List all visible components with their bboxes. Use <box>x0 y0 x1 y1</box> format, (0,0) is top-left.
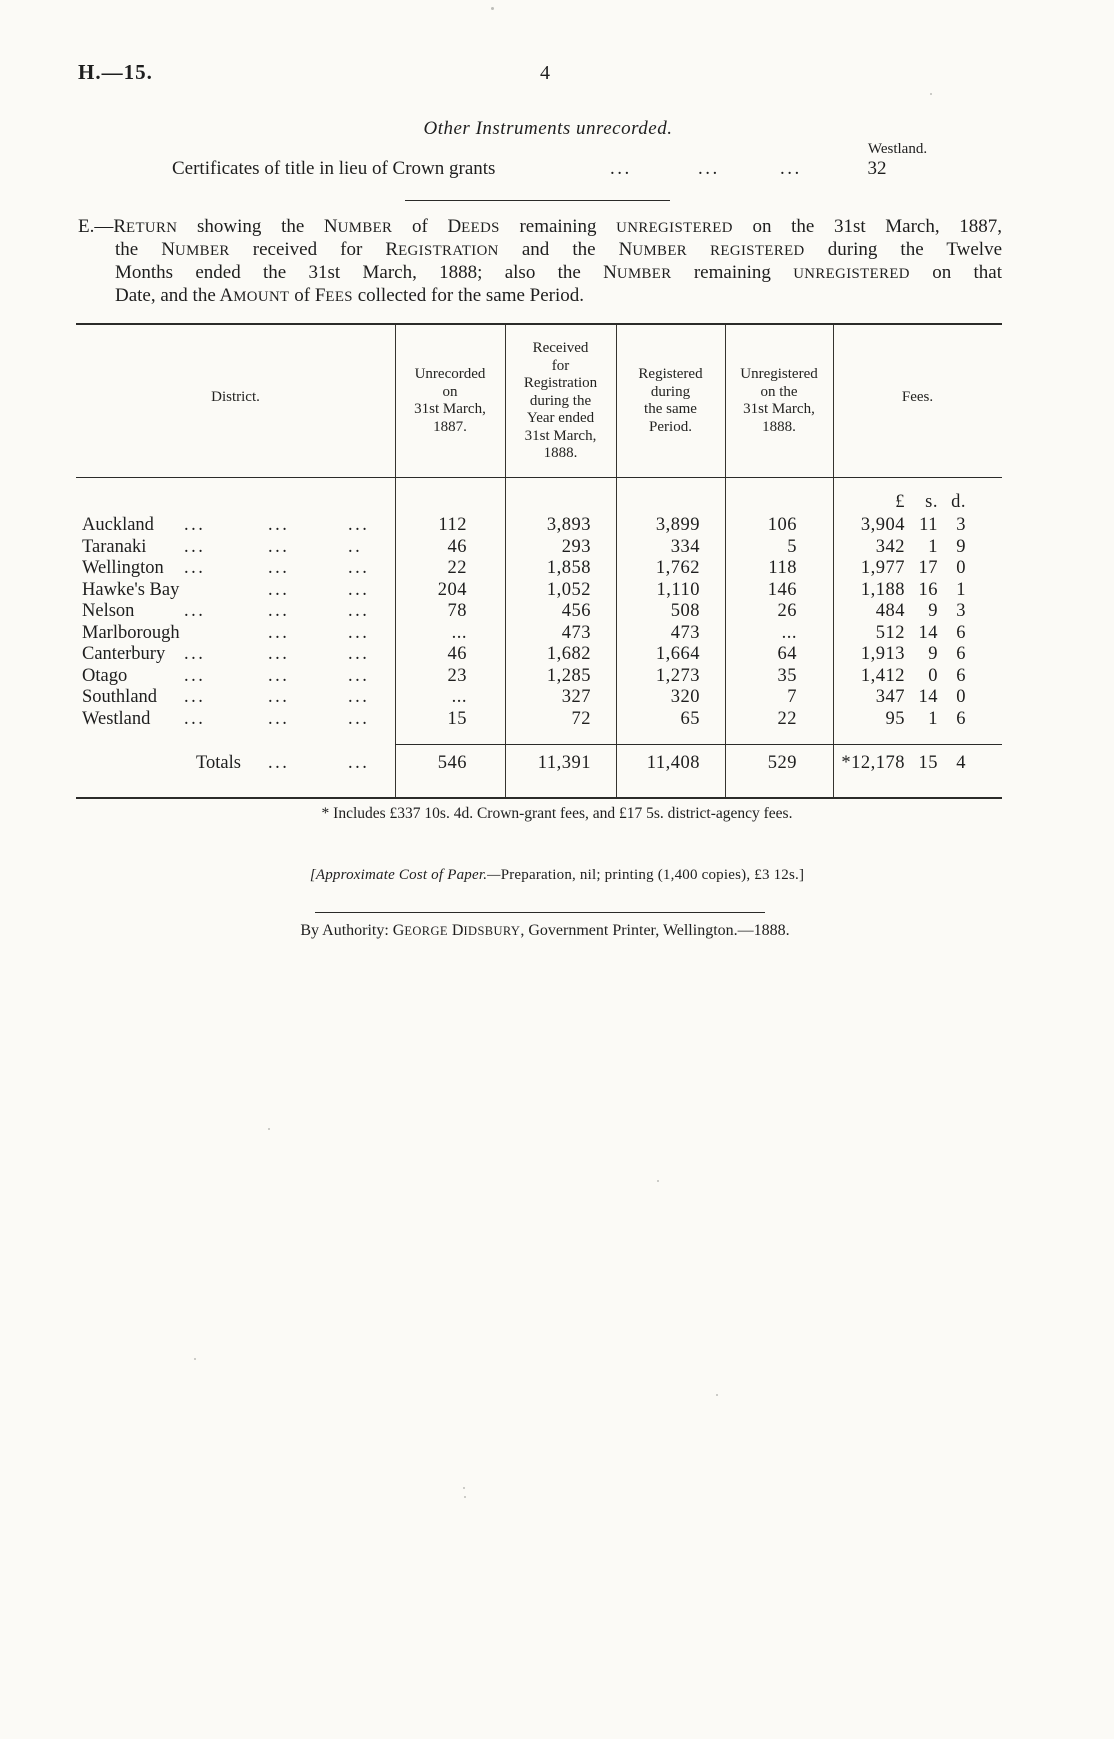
table-row <box>76 644 1002 666</box>
column-header-unregistered <box>725 366 833 436</box>
dot-leader: ... <box>268 515 290 535</box>
header-line: on the <box>760 383 798 400</box>
text-segment: and the N <box>498 239 633 260</box>
text-segment: collected for the same Period. <box>352 285 585 306</box>
dot-leader: ... <box>348 579 370 600</box>
registered-value: 1,110 <box>656 579 700 600</box>
fees-pence: 6 <box>956 708 966 729</box>
registered-value: 508 <box>670 601 700 621</box>
text-segment: remaining <box>671 262 794 283</box>
district-cell <box>76 666 395 688</box>
return-paragraph <box>78 216 1002 308</box>
fees-pence: 3 <box>956 601 966 621</box>
registered-value: 473 <box>670 622 700 643</box>
header-line: 31st March, <box>524 427 597 444</box>
district-name: Hawke's Bay <box>82 579 180 600</box>
unrecorded-value: 46 <box>447 536 467 557</box>
unrecorded-value: 15 <box>447 708 467 729</box>
small-caps-text: EEDS <box>461 220 500 236</box>
header-line: Unregistered <box>740 366 818 382</box>
dot-leader: ... <box>268 687 290 707</box>
dot-leader: ... <box>268 622 290 643</box>
small-caps-text: EGISTRATION <box>398 243 499 259</box>
small-caps-text: MOUNT <box>233 289 290 305</box>
fees-units-row <box>76 492 1002 514</box>
unregistered-value: 118 <box>768 558 797 578</box>
imprint-line <box>0 922 1090 940</box>
table-row <box>76 623 1002 645</box>
fees-pence: 6 <box>956 644 966 664</box>
header-line: 1887. <box>433 418 467 435</box>
dot-leader: ... <box>348 622 370 643</box>
header-line: Registered <box>638 366 703 382</box>
received-value: 1,682 <box>546 644 591 664</box>
text-segment: , Government Printer, Wellington.—1888. <box>520 922 790 939</box>
dot-leader: .. <box>348 536 363 557</box>
small-caps-text: UMBER <box>175 243 230 259</box>
fees-cell <box>833 687 1002 709</box>
table-footnote: * Includes £337 10s. 4d. Crown-grant fees, and £17 5s. district-agency fees. <box>321 805 793 822</box>
totals-label: Totals <box>196 753 241 773</box>
text-segment: [Approximate Cost of Paper.— <box>309 867 501 883</box>
fees-shillings: 1 <box>928 536 938 557</box>
imprint-rule <box>315 912 765 913</box>
header-line: Year ended <box>526 410 595 426</box>
dot-leader: ... <box>268 536 290 557</box>
table-header-rule <box>76 477 1002 478</box>
fees-shillings: 9 <box>928 601 938 621</box>
dot-leader: ... <box>698 158 720 179</box>
dot-leader: ... <box>348 708 370 729</box>
fees-pence: 0 <box>956 558 966 578</box>
received-value: 473 <box>561 622 591 643</box>
small-caps-text: EORGE <box>404 924 448 938</box>
return-paragraph-line <box>78 216 1002 239</box>
fees-shillings: 0 <box>928 665 938 686</box>
registered-value: 65 <box>680 708 700 729</box>
table-row <box>76 601 1002 623</box>
fees-pounds: 347 <box>875 687 905 707</box>
table-row <box>76 515 1002 537</box>
dot-leader: ... <box>184 708 206 729</box>
fees-cell <box>833 666 1002 688</box>
cost-of-paper-line <box>0 867 1114 884</box>
unrecorded-value: 112 <box>438 515 467 535</box>
totals-fees-shillings: 15 <box>918 753 938 773</box>
header-line: on <box>442 383 458 400</box>
unregistered-value: 146 <box>767 579 797 600</box>
text-segment: the N <box>115 239 176 260</box>
totals-row <box>76 753 1002 775</box>
header-line: during <box>650 383 691 400</box>
certificates-line <box>172 158 952 182</box>
dot-leader: ... <box>268 644 290 664</box>
header-line: for <box>551 357 570 374</box>
dot-leader: ... <box>268 558 290 578</box>
dot-leader: ... <box>268 708 290 729</box>
district-cell <box>76 537 395 559</box>
fees-cell <box>833 537 1002 559</box>
table-row <box>76 580 1002 602</box>
header-line: Registration <box>523 375 598 391</box>
unregistered-value: 26 <box>777 601 797 621</box>
unrecorded-value: ... <box>451 622 467 643</box>
unrecorded-value: 23 <box>447 665 467 686</box>
fees-cell <box>833 515 1002 537</box>
fees-cell <box>833 709 1002 731</box>
unregistered-value: 64 <box>777 644 797 664</box>
small-caps-text: EES <box>325 289 353 305</box>
dot-leader: ... <box>184 536 206 557</box>
fees-pence: 0 <box>956 687 966 707</box>
document-reference: H.—15. <box>78 60 153 84</box>
totals-registered: 11,408 <box>646 753 700 773</box>
fees-shillings: 1 <box>928 708 938 729</box>
dot-leader: ... <box>184 558 206 578</box>
fees-shillings: 16 <box>918 579 938 600</box>
table-row <box>76 537 1002 559</box>
unregistered-value: 22 <box>777 708 797 729</box>
text-segment: By Authority: G <box>300 922 405 939</box>
column-label-westland: Westland. <box>867 141 928 157</box>
fees-pence: 3 <box>956 515 966 535</box>
dot-leader: ... <box>268 665 290 686</box>
district-name: Wellington <box>82 558 164 578</box>
text-segment: on the 31st March, 1887, <box>732 216 1002 237</box>
fees-cell <box>833 644 1002 666</box>
fees-pounds: 1,913 <box>860 644 905 664</box>
unrecorded-value: 22 <box>447 558 467 578</box>
small-caps-text: UMBER <box>632 243 688 259</box>
return-paragraph-line <box>78 239 1002 262</box>
fees-pounds: 1,412 <box>860 665 905 686</box>
received-value: 3,893 <box>546 515 591 535</box>
small-caps-text: UNREGISTERED <box>793 266 910 282</box>
header-line: 1888. <box>762 418 796 435</box>
totals-fees-pounds: *12,178 <box>841 753 905 773</box>
table-row <box>76 687 1002 709</box>
text-segment: on that <box>909 262 1002 283</box>
district-cell <box>76 580 395 602</box>
table-row <box>76 558 1002 580</box>
registered-value: 334 <box>670 536 700 557</box>
small-caps-text: IDSBURY <box>463 924 521 938</box>
header-line: the same <box>644 401 697 417</box>
unrecorded-value: ... <box>451 687 467 707</box>
dot-leader: ... <box>780 158 802 179</box>
page-number: 4 <box>540 62 550 84</box>
district-name: Marlborough <box>82 622 180 643</box>
small-caps-text: REGISTERED <box>710 243 805 259</box>
text-segment: showing the N <box>177 216 338 237</box>
unrecorded-value: 46 <box>447 644 467 664</box>
table-row <box>76 709 1002 731</box>
totals-fees-pence: 4 <box>956 753 966 773</box>
district-cell <box>76 644 395 666</box>
column-header-district: District. <box>211 389 260 405</box>
received-value: 456 <box>561 601 591 621</box>
fees-shillings: 14 <box>918 622 938 643</box>
dot-leader: ... <box>348 558 370 578</box>
text-segment: during the Twelve <box>804 239 1003 260</box>
dot-leader: ... <box>348 644 370 664</box>
unregistered-value: ... <box>781 622 797 643</box>
fees-pence: 6 <box>956 622 966 643</box>
fees-pence: 6 <box>956 665 966 686</box>
totals-received: 11,391 <box>537 753 591 773</box>
district-name: Canterbury <box>82 644 166 664</box>
column-header-unrecorded <box>395 366 505 436</box>
text-segment: E.—R <box>78 216 127 237</box>
dot-leader: ... <box>268 579 290 600</box>
dot-leader: ... <box>184 687 206 707</box>
district-name: Otago <box>82 665 128 686</box>
small-caps-text: UMBER <box>616 266 672 282</box>
text-segment: of D <box>392 216 462 237</box>
fees-pounds: 1,188 <box>860 579 905 600</box>
totals-rule <box>395 744 1002 745</box>
fees-unit-pounds: £ <box>895 492 905 512</box>
deeds-return-table <box>76 323 1002 799</box>
header-line: 1888. <box>543 445 578 461</box>
text-segment: remaining <box>499 216 617 237</box>
unregistered-value: 35 <box>777 665 797 686</box>
fees-unit-pence: d. <box>951 492 966 512</box>
unrecorded-value: 204 <box>437 579 467 600</box>
dot-leader: ... <box>184 601 206 621</box>
small-caps-text: UMBER <box>337 220 393 236</box>
column-header-received <box>505 340 616 463</box>
fees-cell <box>833 580 1002 602</box>
fees-pounds: 512 <box>875 622 905 643</box>
received-value: 1,052 <box>546 579 591 600</box>
return-paragraph-line <box>78 262 1002 285</box>
fees-shillings: 14 <box>918 687 938 707</box>
district-name: Nelson <box>82 601 135 621</box>
fees-cell <box>833 601 1002 623</box>
text-segment: Date, and the A <box>115 285 234 306</box>
divider-rule <box>405 200 670 201</box>
fees-pounds: 1,977 <box>860 558 905 578</box>
district-cell <box>76 623 395 645</box>
totals-unrecorded: 546 <box>437 753 467 773</box>
text-segment: Months ended the 31st March, 1888; also the N <box>115 262 617 283</box>
registered-value: 1,664 <box>655 644 700 664</box>
fees-pence: 9 <box>956 536 966 557</box>
section-heading: Other Instruments unrecorded. <box>423 118 673 139</box>
unregistered-value: 5 <box>787 536 797 557</box>
unregistered-value: 7 <box>787 687 797 707</box>
text-segment <box>687 239 710 260</box>
district-cell <box>76 687 395 709</box>
district-name: Taranaki <box>82 536 147 557</box>
dot-leader: ... <box>184 644 206 664</box>
dot-leader: ... <box>348 687 370 707</box>
column-header-fees: Fees. <box>901 389 934 405</box>
dot-leader: ... <box>184 665 206 686</box>
certificates-value: 32 <box>867 158 887 179</box>
dot-leader: ... <box>348 665 370 686</box>
column-header-registered <box>616 366 725 436</box>
district-name: Southland <box>82 687 158 707</box>
text-segment: Preparation, nil; printing (1,400 copies), £3 12s.] <box>500 867 805 883</box>
district-cell <box>76 558 395 580</box>
received-value: 293 <box>561 536 591 557</box>
district-cell <box>76 515 395 537</box>
small-caps-text: ETURN <box>126 220 178 236</box>
table-row <box>76 666 1002 688</box>
text-segment: of F <box>289 285 326 306</box>
district-cell <box>76 601 395 623</box>
totals-unregistered: 529 <box>767 753 797 773</box>
dot-leader: ... <box>348 515 370 535</box>
fees-cell <box>833 558 1002 580</box>
district-name: Auckland <box>82 515 154 535</box>
fees-cell <box>833 623 1002 645</box>
fees-pounds: 95 <box>885 708 905 729</box>
fees-pence: 1 <box>956 579 966 600</box>
district-cell <box>76 709 395 731</box>
dot-leader: ... <box>348 601 370 621</box>
text-segment: D <box>447 922 464 939</box>
small-caps-text: UNREGISTERED <box>616 220 733 236</box>
header-line: 31st March, <box>743 401 815 417</box>
fees-shillings: 11 <box>919 515 938 535</box>
header-line: during the <box>529 392 592 409</box>
fees-pounds: 484 <box>875 601 905 621</box>
dot-leader: ... <box>268 753 290 773</box>
received-value: 1,285 <box>546 665 591 686</box>
registered-value: 1,273 <box>655 665 700 686</box>
received-value: 327 <box>561 687 591 707</box>
dot-leader: ... <box>610 158 632 179</box>
fees-pounds: 342 <box>875 536 905 557</box>
table-body <box>76 515 1002 730</box>
header-line: 31st March, <box>414 401 486 417</box>
dot-leader: ... <box>348 753 370 773</box>
header-line: Unrecorded <box>414 366 486 382</box>
registered-value: 3,899 <box>655 515 700 535</box>
unrecorded-value: 78 <box>447 601 467 621</box>
text-segment: received for R <box>229 239 399 260</box>
district-name: Westland <box>82 708 151 729</box>
registered-value: 1,762 <box>655 558 700 578</box>
certificates-line-text: Certificates of title in lieu of Crown grants <box>172 158 496 179</box>
fees-shillings: 17 <box>918 558 938 578</box>
header-line: Received <box>532 340 589 356</box>
dot-leader: ... <box>184 515 206 535</box>
dot-leader: ... <box>268 601 290 621</box>
unregistered-value: 106 <box>767 515 797 535</box>
fees-pounds: 3,904 <box>860 515 905 535</box>
received-value: 72 <box>571 708 591 729</box>
return-paragraph-line <box>78 285 1002 308</box>
header-line: Period. <box>649 418 692 435</box>
fees-unit-shillings: s. <box>925 492 938 512</box>
fees-shillings: 9 <box>928 644 938 664</box>
registered-value: 320 <box>670 687 700 707</box>
received-value: 1,858 <box>546 558 591 578</box>
